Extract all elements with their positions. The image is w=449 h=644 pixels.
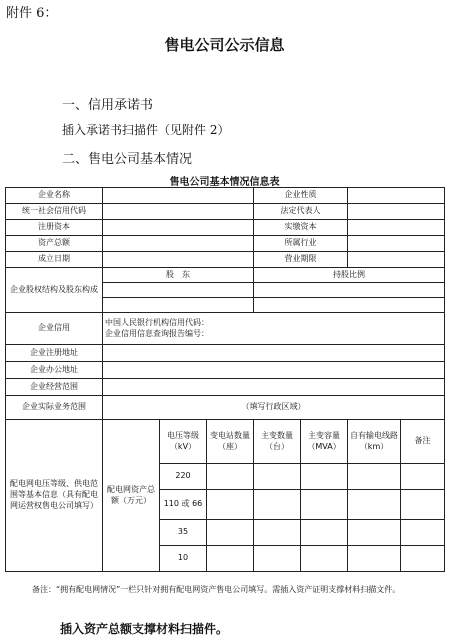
table-row bbox=[6, 252, 445, 268]
cell-label-founded-date: 成立日期 bbox=[6, 252, 103, 268]
section-1-body: 插入承诺书扫描件（见附件 2） bbox=[62, 123, 230, 137]
cell-value-service-area: （填写行政区域） bbox=[103, 396, 445, 420]
cell-value-credit-code bbox=[103, 204, 254, 220]
grid-header-voltage: 电压等级（kV） bbox=[160, 420, 207, 464]
grid-header-capacity: 主变容量（MVA） bbox=[301, 420, 348, 464]
cell-label-registered-capital: 注册资本 bbox=[6, 220, 103, 236]
cell-value-share-ratio bbox=[254, 298, 445, 313]
grid-header-substations: 变电站数量（座） bbox=[207, 420, 254, 464]
table-row bbox=[6, 220, 445, 236]
cell-value-company-nature bbox=[348, 188, 445, 204]
company-info-table bbox=[5, 187, 445, 572]
cell-value-credit bbox=[103, 313, 445, 345]
cell-label-total-assets: 资产总额 bbox=[6, 236, 103, 252]
cell-label-service-area: 企业实际业务范围 bbox=[6, 396, 103, 420]
table-note: 备注：“拥有配电网情况”一栏只针对拥有配电网资产售电公司填写。需插入资产证明支撑材料扫描文件。 bbox=[32, 585, 401, 594]
grid-header-remarks: 备注 bbox=[401, 420, 445, 464]
cell-label-business-scope: 企业经营范围 bbox=[6, 379, 103, 396]
cell-value-company-name bbox=[103, 188, 254, 204]
table-row bbox=[6, 188, 445, 204]
page-title: 售电公司公示信息 bbox=[164, 36, 285, 54]
table-row bbox=[6, 379, 445, 396]
cell-label-shareholder-structure: 企业股权结构及股东构成 bbox=[6, 268, 103, 313]
table-row bbox=[6, 396, 445, 420]
table-row bbox=[6, 204, 445, 220]
cell-label-company-nature: 企业性质 bbox=[254, 188, 348, 204]
footer-instruction: 插入资产总额支撑材料扫描件。 bbox=[60, 622, 229, 636]
section-1-heading: 一、信用承诺书 bbox=[62, 98, 154, 113]
grid-voltage-value: 35 bbox=[160, 520, 207, 546]
cell-value-share-ratio bbox=[254, 283, 445, 298]
cell-label-legal-rep: 法定代表人 bbox=[254, 204, 348, 220]
cell-value-business-term bbox=[348, 252, 445, 268]
cell-value-legal-rep bbox=[348, 204, 445, 220]
cell-label-grid-info: 配电网电压等级、供电范围等基本信息（具有配电网运营权售电公司填写） bbox=[6, 420, 103, 572]
cell-value-industry bbox=[348, 236, 445, 252]
grid-header-lines: 自有输电线路（km） bbox=[348, 420, 401, 464]
cell-value-paid-capital bbox=[348, 220, 445, 236]
cell-value-total-assets bbox=[103, 236, 254, 252]
cell-value-shareholder bbox=[103, 283, 254, 298]
grid-header-asset-total: 配电网资产总额（万元） bbox=[103, 420, 160, 572]
cell-label-industry: 所属行业 bbox=[254, 236, 348, 252]
grid-voltage-value: 10 bbox=[160, 546, 207, 572]
attachment-label: 附件 6： bbox=[6, 6, 58, 21]
cell-label-credit: 企业信用 bbox=[6, 313, 103, 345]
credit-line-1: 中国人民银行机构信用代码： bbox=[105, 317, 209, 327]
cell-value-office-address bbox=[103, 362, 445, 379]
table-row bbox=[6, 236, 445, 252]
table-caption: 售电公司基本情况信息表 bbox=[169, 177, 280, 188]
credit-line-2: 企业信用信息查询报告编号： bbox=[105, 328, 209, 338]
table-row bbox=[6, 362, 445, 379]
grid-header-transformers: 主变数量（台） bbox=[254, 420, 301, 464]
cell-label-business-term: 营业期限 bbox=[254, 252, 348, 268]
section-2-heading: 二、售电公司基本情况 bbox=[62, 152, 193, 167]
cell-value-shareholder bbox=[103, 298, 254, 313]
table-row bbox=[6, 420, 445, 464]
cell-header-shareholder: 股 东 bbox=[103, 268, 254, 283]
cell-header-share-ratio: 持股比例 bbox=[254, 268, 445, 283]
table-row bbox=[6, 345, 445, 362]
cell-value-founded-date bbox=[103, 252, 254, 268]
table-row bbox=[6, 268, 445, 283]
cell-value-business-scope bbox=[103, 379, 445, 396]
grid-voltage-value: 110 或 66 bbox=[160, 490, 207, 520]
cell-value-registered-capital bbox=[103, 220, 254, 236]
cell-label-credit-code: 统一社会信用代码 bbox=[6, 204, 103, 220]
cell-label-paid-capital: 实缴资本 bbox=[254, 220, 348, 236]
cell-label-office-address: 企业办公地址 bbox=[6, 362, 103, 379]
grid-voltage-value: 220 bbox=[160, 464, 207, 490]
table-row bbox=[6, 313, 445, 345]
cell-label-company-name: 企业名称 bbox=[6, 188, 103, 204]
cell-value-registered-address bbox=[103, 345, 445, 362]
cell-label-registered-address: 企业注册地址 bbox=[6, 345, 103, 362]
